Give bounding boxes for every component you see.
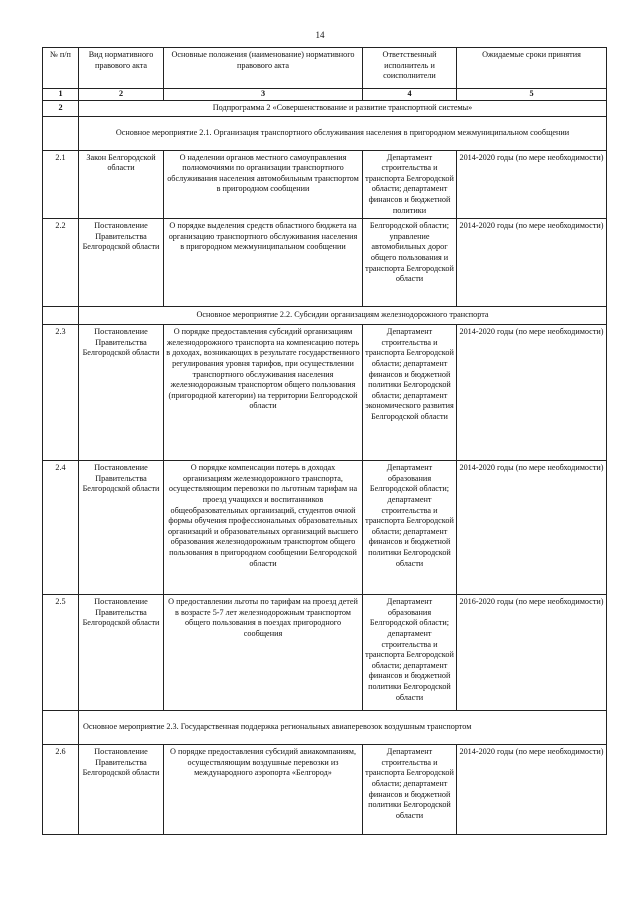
term: 2014-2020 годы (по мере необходимости) [457, 150, 607, 219]
row-number: 2.1 [43, 150, 79, 219]
act-type: Постановление Правительства Белгородской области [79, 595, 164, 711]
section-row [43, 307, 607, 325]
legal-acts-table [42, 47, 607, 835]
term: 2014-2020 годы (по мере необходимости) [457, 745, 607, 835]
row-number: 2.6 [43, 745, 79, 835]
act-type: Постановление Правительства Белгородской области [79, 461, 164, 595]
act-provisions: О порядке выделения средств областного бюджета на организацию транспортного обслуживания населения в пригородном межмуниципальном сообщении [164, 219, 363, 307]
table-row [43, 325, 607, 461]
table-row [43, 461, 607, 595]
col-header-number: № п/п [43, 48, 79, 89]
act-provisions: О порядке компенсации потерь в доходах организациям железнодорожного транспорта, осуществляющим перевозки по льготным тарифам на проезд учащихся и воспитанников общеобразовательных организаций, студентов очной формы обучения профессиональных образовательных организаций и образовательных организаций высшего образования железнодорожным транспортом общего пользования в пригородном сообщении Белгородской области [164, 461, 363, 595]
executor: Департамент образования Белгородской области; департамент строительства и транспорта Белгородской области; департамент финансов и бюджетной политики Белгородской области [363, 461, 457, 595]
column-number: 4 [363, 89, 457, 101]
act-provisions: О предоставлении льготы по тарифам на проезд детей в возрасте 5-7 лет железнодорожным транспортом общего пользования в поездах пригородного сообщения [164, 595, 363, 711]
act-type: Постановление Правительства Белгородской области [79, 745, 164, 835]
empty-cell [43, 711, 79, 745]
executor: Белгородской области; управление автомобильных дорог общего пользования и транспорта Белгородской области [363, 219, 457, 307]
column-numbers-row [43, 89, 607, 101]
table-row [43, 595, 607, 711]
col-header-executor: Ответственный исполнитель и соисполнители [363, 48, 457, 89]
section-title: Основное мероприятие 2.3. Государственная поддержка региональных авиаперевозок воздушным транспортом [79, 711, 607, 745]
act-type: Постановление Правительства Белгородской области [79, 219, 164, 307]
act-provisions: О порядке предоставления субсидий организациям железнодорожного транспорта на компенсацию потерь в доходах, возникающих в результате государственного регулирования уровня тарифов, при осуществлении транспортного обслуживания населения железнодорожным транспортом общего пользования (пригородной категории) на территории Белгородской области [164, 325, 363, 461]
empty-cell [43, 116, 79, 150]
act-type: Постановление Правительства Белгородской области [79, 325, 164, 461]
column-number: 5 [457, 89, 607, 101]
col-header-terms: Ожидаемые сроки принятия [457, 48, 607, 89]
row-number: 2.5 [43, 595, 79, 711]
section-title: Основное мероприятие 2.1. Организация транспортного обслуживания населения в пригородном межмуниципальном сообщении [79, 116, 607, 150]
header-row [43, 48, 607, 89]
section-row [43, 116, 607, 150]
table-row [43, 219, 607, 307]
empty-cell [43, 307, 79, 325]
act-provisions: О порядке предоставления субсидий авиакомпаниям, осуществляющим воздушные перевозки из международного аэропорта «Белгород» [164, 745, 363, 835]
act-type: Закон Белгородской области [79, 150, 164, 219]
column-number: 3 [164, 89, 363, 101]
program-row [43, 101, 607, 117]
table-row [43, 150, 607, 219]
act-provisions: О наделении органов местного самоуправления полномочиями по организации транспортного обслуживания населения автомобильным транспортом в пригородном сообщении [164, 150, 363, 219]
table-row [43, 745, 607, 835]
program-title: Подпрограмма 2 «Совершенствование и развитие транспортной системы» [79, 101, 607, 117]
term: 2016-2020 годы (по мере необходимости) [457, 595, 607, 711]
executor: Департамент строительства и транспорта Белгородской области; департамент финансов и бюджетной политики [363, 150, 457, 219]
executor: Департамент строительства и транспорта Белгородской области; департамент финансов и бюджетной политики Белгородской области; департамент экономического развития Белгородской области [363, 325, 457, 461]
term: 2014-2020 годы (по мере необходимости) [457, 219, 607, 307]
col-header-act-type: Вид нормативного правового акта [79, 48, 164, 89]
section-title: Основное мероприятие 2.2. Субсидии организациям железнодорожного транспорта [79, 307, 607, 325]
row-number: 2.2 [43, 219, 79, 307]
row-number: 2.4 [43, 461, 79, 595]
executor: Департамент строительства и транспорта Белгородской области; департамент финансов и бюджетной политики Белгородской области [363, 745, 457, 835]
page-number: 14 [315, 30, 325, 40]
section-row [43, 711, 607, 745]
row-number: 2.3 [43, 325, 79, 461]
program-number: 2 [43, 101, 79, 117]
executor: Департамент образования Белгородской области; департамент строительства и транспорта Белгородской области; департамент финансов и бюджетной политики Белгородской области [363, 595, 457, 711]
term: 2014-2020 годы (по мере необходимости) [457, 461, 607, 595]
col-header-provisions: Основные положения (наименование) нормативного правового акта [164, 48, 363, 89]
column-number: 2 [79, 89, 164, 101]
term: 2014-2020 годы (по мере необходимости) [457, 325, 607, 461]
column-number: 1 [43, 89, 79, 101]
